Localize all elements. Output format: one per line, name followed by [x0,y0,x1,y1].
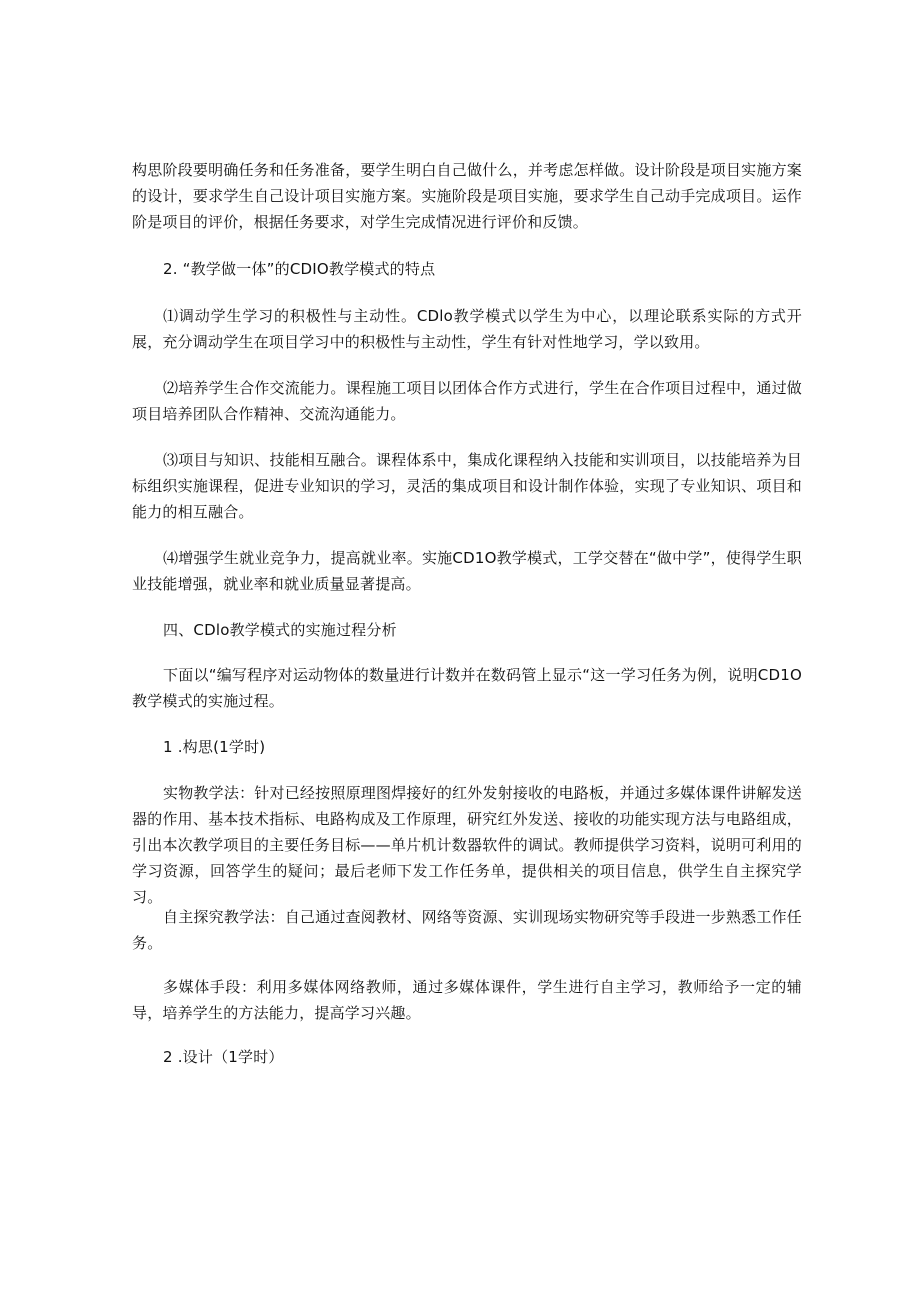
paragraph-feature-2: ⑵培养学生合作交流能力。课程施工项目以团体合作方式进行，学生在合作项目过程中，通过做项目培养团队合作精神、交流沟通能力。 [132,379,802,423]
paragraph-feature-1: ⑴调动学生学习的积极性与主动性。CDlo教学模式以学生为中心，以理论联系实际的方式开展，充分调动学生在项目学习中的积极性与主动性，学生有针对性地学习，学以致用。 [132,307,802,351]
heading-step-2: 2 .设计（1学时） [163,1048,284,1066]
paragraph-intro: 构思阶段要明确任务和任务准备，要学生明白自己做什么，并考虑怎样做。设计阶段是项目实施方案的设计，要求学生自己设计项目实施方案。实施阶段是项目实施，要求学生自己动手完成项目。运作阶是项目的评价，根据任务要求，对学生完成情况进行评价和反馈。 [132,161,802,231]
heading-section-4: 四、CDlo教学模式的实施过程分析 [163,621,397,639]
paragraph-feature-3: ⑶项目与知识、技能相互融合。课程体系中，集成化课程纳入技能和实训项目，以技能培养为目标组织实施课程，促进专业知识的学习，灵活的集成项目和设计制作体验，实现了专业知识、项目和能力的相互融合。 [132,451,802,521]
paragraph-method-1: 实物教学法：针对已经按照原理图焊接好的红外发射接收的电路板，并通过多媒体课件讲解发送器的作用、基本技术指标、电路构成及工作原理，研究红外发送、接收的功能实现方法与电路组成，引出本次教学项目的主要任务目标——单片机计数器软件的调试。教师提供学习资料，说明可利用的学习资源，回答学生的疑问；最后老师下发工作任务单，提供相关的项目信息，供学生自主探究学习。 [132,784,802,906]
heading-features: 2. “教学做一体”的CDIO教学模式的特点 [163,260,436,278]
paragraph-example: 下面以“编写程序对运动物体的数量进行计数并在数码管上显示“这一学习任务为例，说明CD1O教学模式的实施过程。 [132,666,802,710]
heading-step-1: 1 .构思(1学时) [163,738,266,756]
paragraph-feature-4: ⑷增强学生就业竞争力，提高就业率。实施CD1O教学模式，工学交替在“做中学”，使得学生职业技能增强，就业率和就业质量显著提高。 [132,549,802,593]
paragraph-method-3: 多媒体手段：利用多媒体网络教师，通过多媒体课件，学生进行自主学习，教师给予一定的辅导，培养学生的方法能力，提高学习兴趣。 [132,978,802,1022]
paragraph-method-2: 自主探究教学法：自己通过查阅教材、网络等资源、实训现场实物研究等手段进一步熟悉工作任务。 [132,908,802,952]
